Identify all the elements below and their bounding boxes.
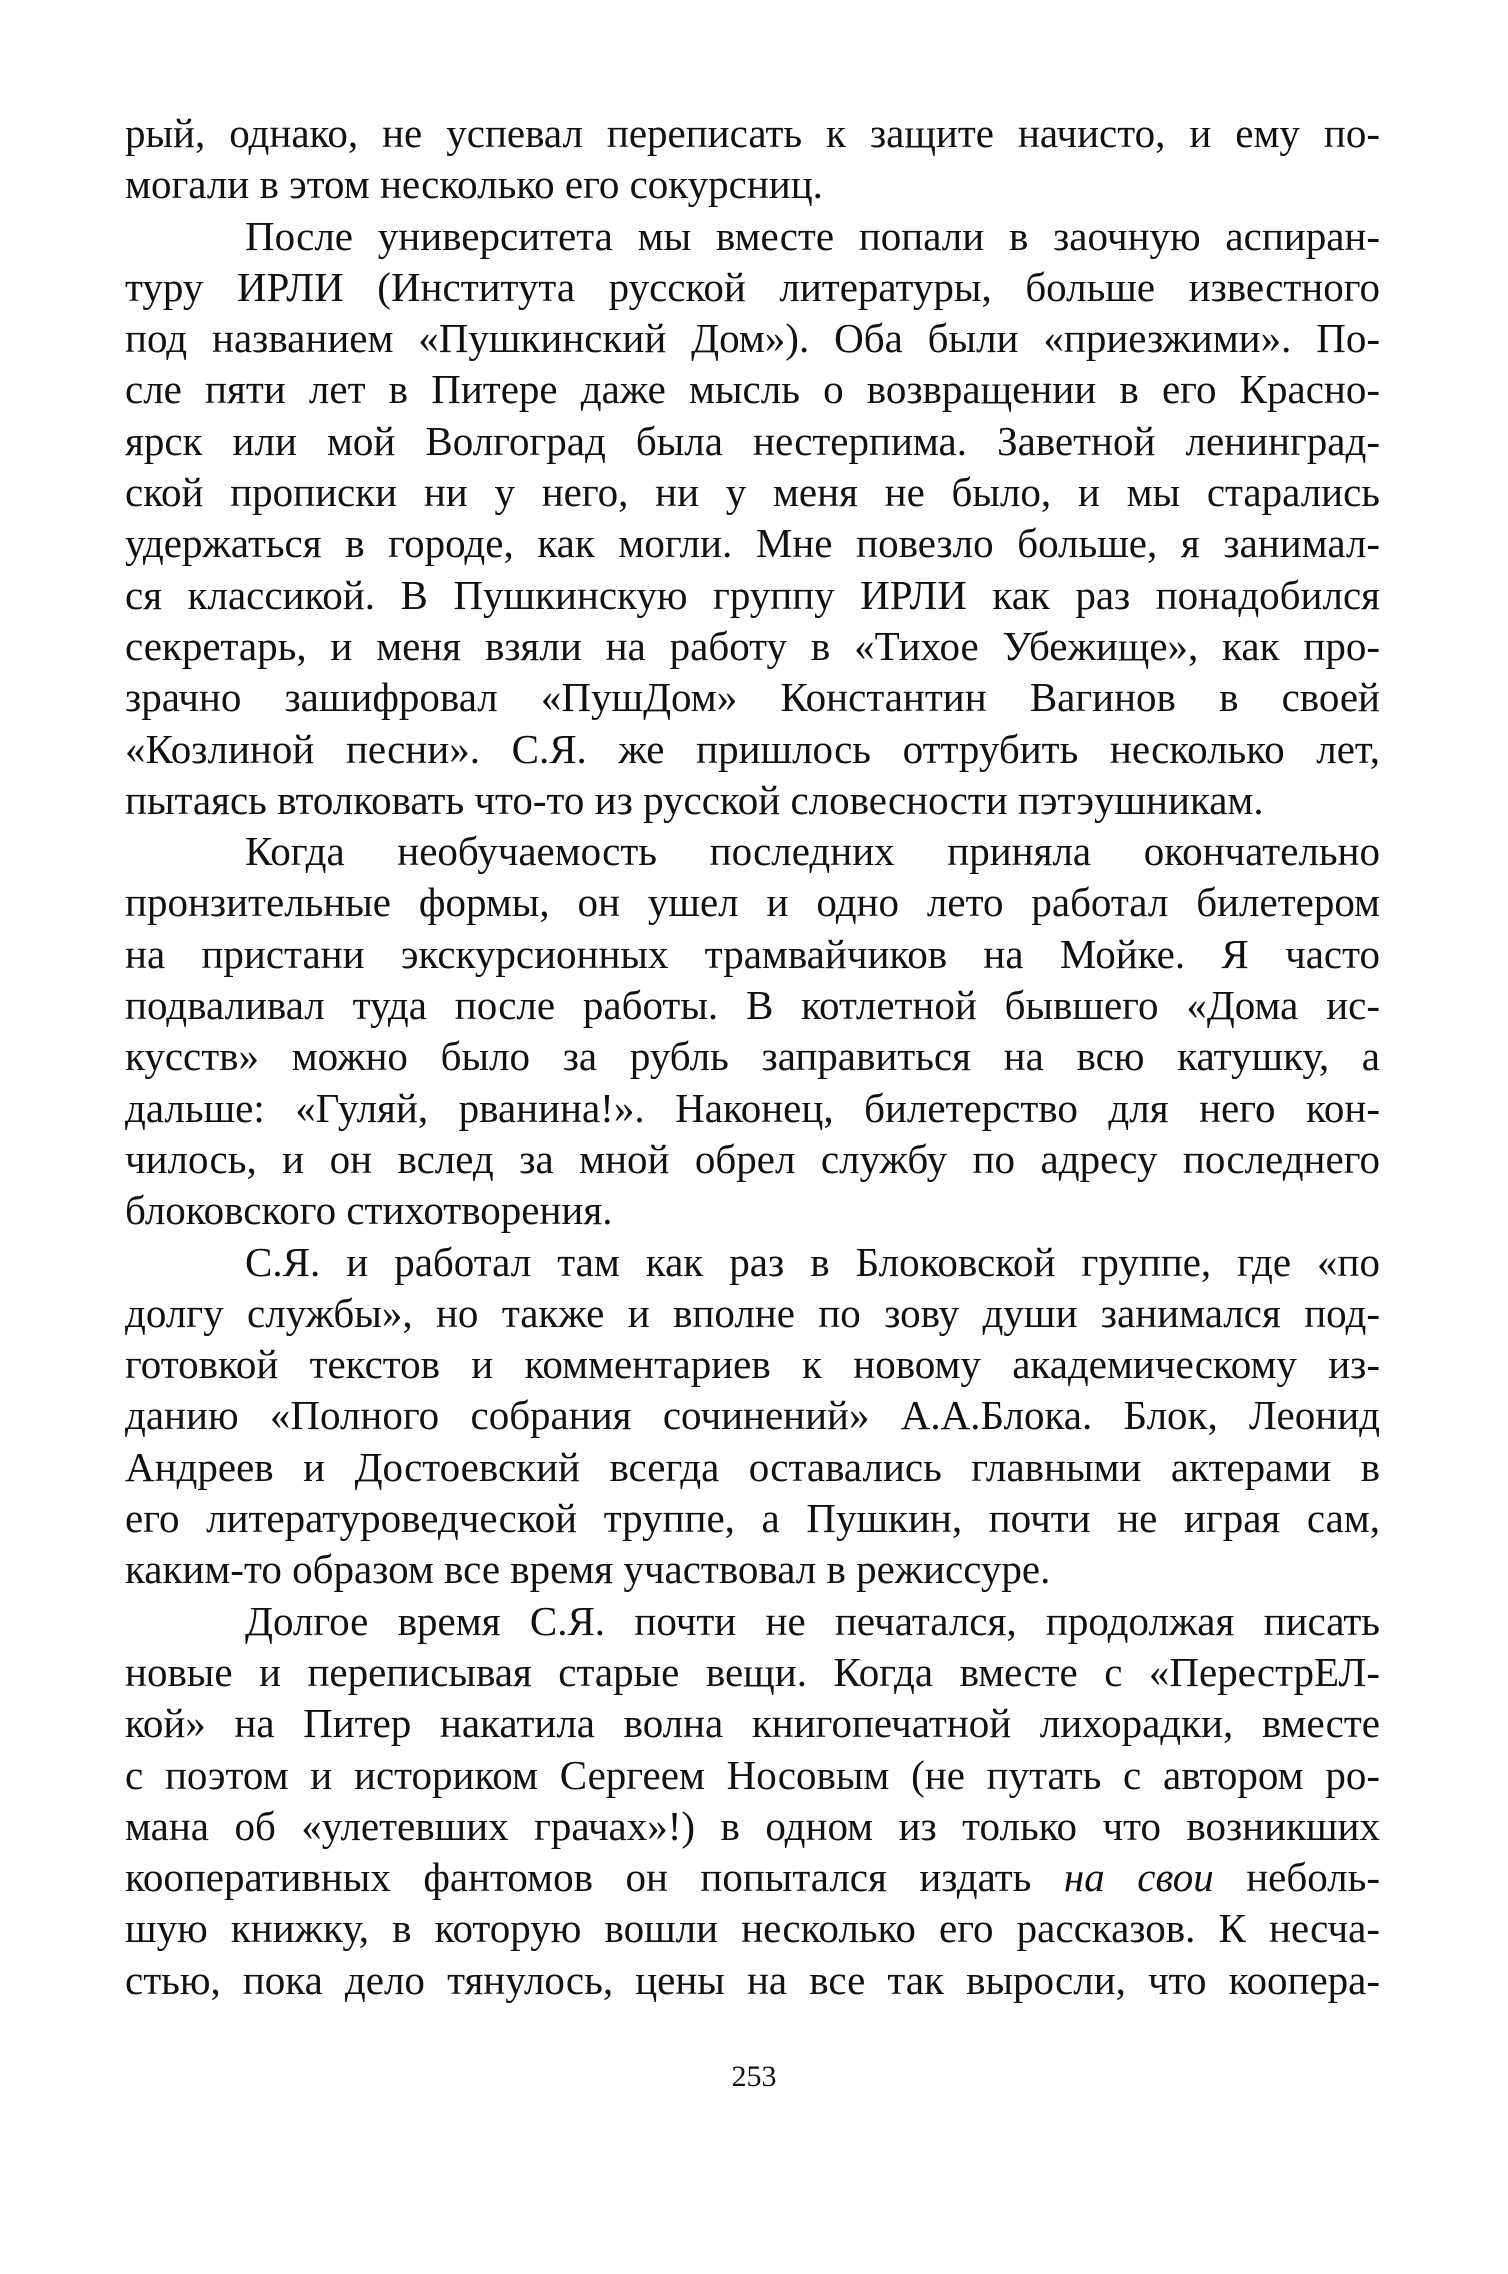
text-line: новые и переписывая старые вещи. Когда вместе с «ПерестрЕЛ- — [125, 1648, 1380, 1695]
text-fragment: неболь- — [1213, 1854, 1380, 1901]
italic-phrase: на свои — [1063, 1854, 1214, 1901]
text-line: с поэтом и историком Сергеем Носовым (не путать с автором ро- — [125, 1751, 1380, 1798]
text-line: туру ИРЛИ (Института русской литературы, больше известного — [125, 263, 1380, 310]
text-line: шую книжку, в которую вошли несколько его рассказов. К несча- — [125, 1905, 1380, 1952]
text-line: готовкой текстов и комментариев к новому академическому из- — [125, 1341, 1380, 1388]
text-line: чилось, и он вслед за мной обрел службу по адресу последнего — [125, 1135, 1380, 1182]
text-line: мана об «улетевших грачах»!) в одном из только что возникших — [125, 1802, 1380, 1849]
text-line: его литературоведческой труппе, а Пушкин, почти не играя сам, — [125, 1495, 1380, 1542]
text-line: удержаться в городе, как могли. Мне повезло больше, я занимал- — [125, 520, 1380, 567]
text-line: зрачно зашифровал «ПушДом» Константин Вагинов в своей — [125, 674, 1380, 721]
text-line: кой» на Питер накатила волна книгопечатной лихорадки, вместе — [125, 1700, 1380, 1747]
text-line: подваливал туда после работы. В котлетной бывшего «Дома ис- — [125, 982, 1380, 1029]
page-number: 253 — [731, 2060, 777, 2093]
text-line: ской прописки ни у него, ни у меня не было, и мы старались — [125, 469, 1380, 516]
text-line: каким-то образом все время участвовал в режиссуре. — [125, 1546, 1051, 1593]
paragraph-first-line: Когда необучаемость последних приняла окончательно — [245, 828, 1380, 875]
text-line: могали в этом несколько его сокурсниц. — [125, 161, 823, 208]
paragraph-first-line: С.Я. и работал там как раз в Блоковской группе, где «по — [245, 1238, 1380, 1285]
paragraph-first-line: После университета мы вместе попали в заочную аспиран- — [245, 212, 1380, 259]
text-line-with-italic — [125, 1852, 1380, 1903]
text-line: пытаясь втолковать что-то из русской словесности пэтэушникам. — [125, 776, 1264, 823]
text-line: данию «Полного собрания сочинений» А.А.Блока. Блок, Леонид — [125, 1392, 1380, 1439]
text-line: Андреев и Достоевский всегда оставались главными актерами в — [125, 1443, 1380, 1490]
text-fragment: кооперативных фантомов он попытался издать — [125, 1854, 1064, 1901]
text-line: сле пяти лет в Питере даже мысль о возвращении в его Красно- — [125, 366, 1380, 413]
text-line: кусств» можно было за рубль заправиться на всю катушку, а — [125, 1033, 1380, 1080]
text-line: дальше: «Гуляй, рванина!». Наконец, билетерство для него кон- — [125, 1084, 1380, 1131]
paragraph-first-line: Долгое время С.Я. почти не печатался, продолжая писать — [245, 1597, 1380, 1644]
text-line: стью, пока дело тянулось, цены на все так выросли, что коопера- — [125, 1956, 1380, 2003]
text-line: пронзительные формы, он ушел и одно лето работал билетером — [125, 879, 1380, 926]
text-line: рый, однако, не успевал переписать к защите начисто, и ему по- — [125, 110, 1380, 156]
text-line: ярск или мой Волгоград была нестерпима. Заветной ленинград- — [125, 417, 1380, 464]
text-line: на пристани экскурсионных трамвайчиков на Мойке. Я часто — [125, 930, 1380, 977]
text-line: под названием «Пушкинский Дом»). Оба были «приезжими». По- — [125, 315, 1380, 362]
text-line: «Козлиной песни». С.Я. же пришлось оттрубить несколько лет, — [125, 725, 1380, 772]
text-line: секретарь, и меня взяли на работу в «Тихое Убежище», как про- — [125, 622, 1380, 669]
text-line: блоковского стихотворения. — [125, 1187, 613, 1234]
body-text — [125, 108, 1380, 2006]
text-line: ся классикой. В Пушкинскую группу ИРЛИ как раз понадобился — [125, 571, 1380, 618]
text-line: долгу службы», но также и вполне по зову души занимался под- — [125, 1289, 1380, 1336]
